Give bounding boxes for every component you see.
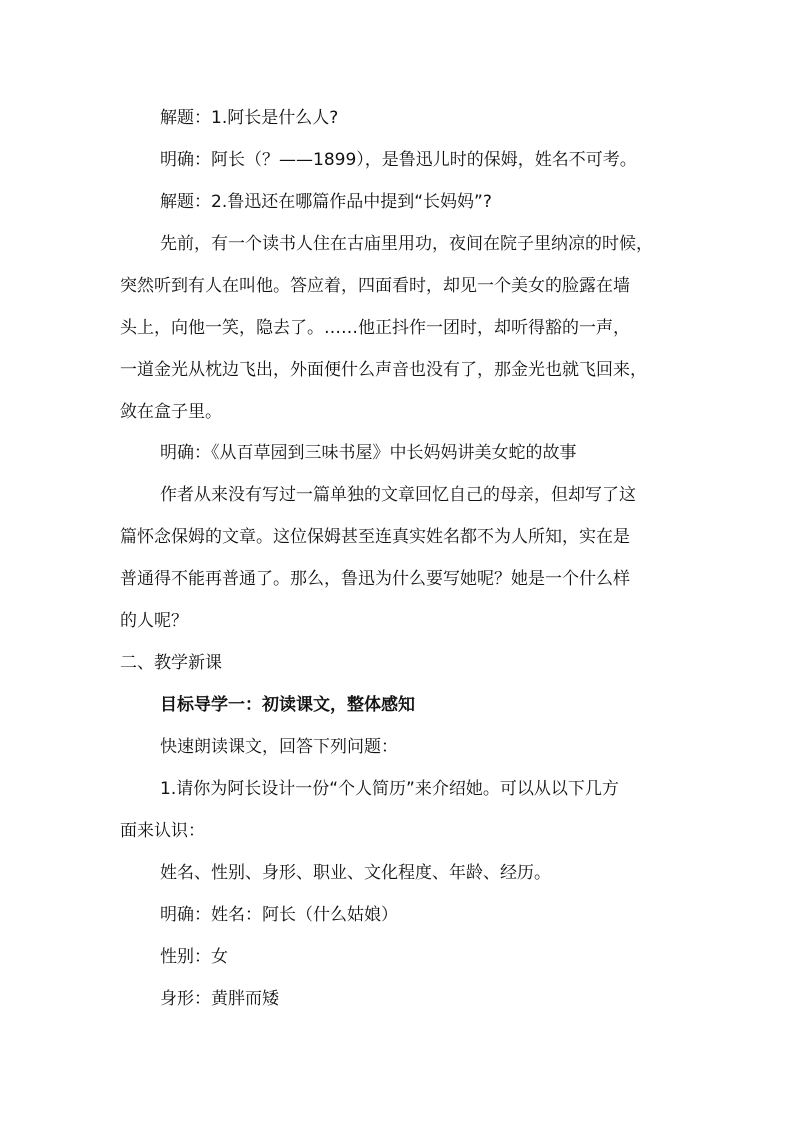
task-instruction: 快速朗读课文，回答下列问题： bbox=[160, 737, 398, 757]
intro-line: 作者从来没有写过一篇单独的文章回忆自己的母亲，但却写了这 bbox=[160, 485, 636, 505]
resume-question: 面来认识： bbox=[120, 821, 205, 841]
section-heading: 二、教学新课 bbox=[120, 653, 222, 673]
story-line: 敛在盒子里。 bbox=[120, 402, 222, 422]
question-2: 解题：2.鲁迅还在哪篇作品中提到“长妈妈”? bbox=[160, 192, 492, 212]
goal-heading: 目标导学一：初读课文，整体感知 bbox=[160, 695, 415, 715]
story-line: 先前，有一个读书人住在古庙里用功，夜间在院子里纳凉的时候， bbox=[160, 234, 653, 254]
intro-line: 普通得不能再普通了。那么，鲁迅为什么要写她呢？她是一个什么样 bbox=[120, 569, 630, 589]
answer-2: 明确：《从百草园到三味书屋》中长妈妈讲美女蛇的故事 bbox=[160, 443, 577, 463]
answer-1: 明确：阿长（？——1899），是鲁迅儿时的保姆，姓名不可考。 bbox=[160, 150, 637, 170]
answer-body: 身形：黄胖而矮 bbox=[160, 989, 279, 1009]
story-line: 突然听到有人在叫他。答应着，四面看时，却见一个美女的脸露在墙 bbox=[120, 276, 630, 296]
intro-line: 篇怀念保姆的文章。这位保姆甚至连真实姓名都不为人所知，实在是 bbox=[120, 527, 630, 547]
resume-fields: 姓名、性别、身形、职业、文化程度、年龄、经历。 bbox=[160, 863, 551, 883]
intro-line: 的人呢？ bbox=[120, 611, 188, 631]
story-line: 头上，向他一笑，隐去了。……他正抖作一团时，却听得豁的一声， bbox=[120, 318, 630, 338]
resume-question: 1.请你为阿长设计一份“个人简历”来介绍她。可以从以下几方 bbox=[160, 779, 619, 799]
story-line: 一道金光从枕边飞出，外面便什么声音也没有了，那金光也就飞回来， bbox=[120, 360, 647, 380]
question-1: 解题：1.阿长是什么人? bbox=[160, 108, 339, 128]
answer-name: 明确：姓名：阿长（什么姑娘） bbox=[160, 905, 398, 925]
answer-gender: 性别：女 bbox=[160, 947, 228, 967]
